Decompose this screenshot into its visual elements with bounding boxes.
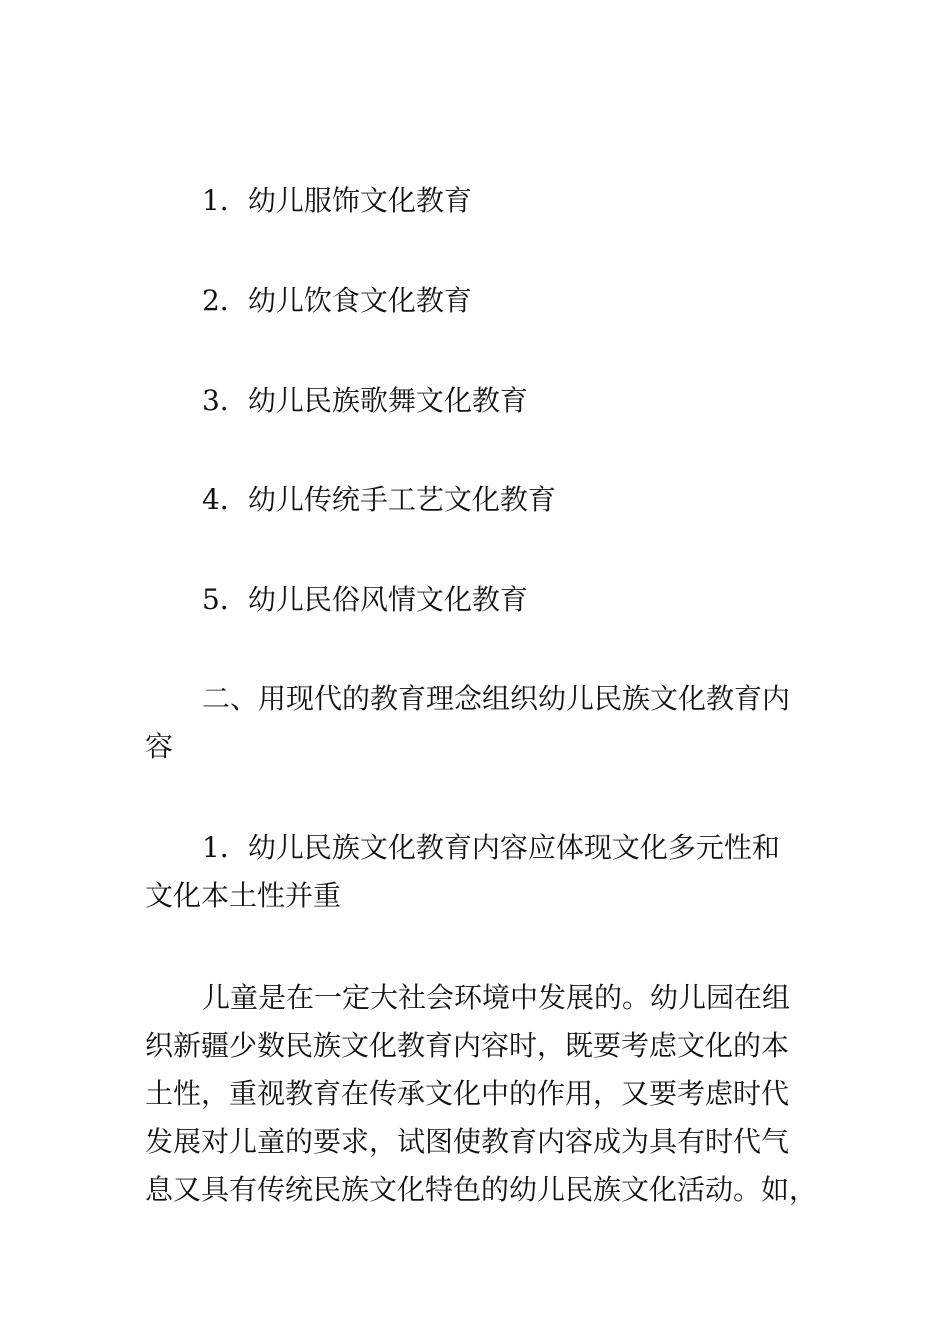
list-item-text: 5．幼儿民俗风情文化教育 (202, 583, 528, 616)
body-line: 息又具有传统民族文化特色的幼儿民族文化活动。如， (145, 1173, 818, 1206)
section-heading (145, 675, 810, 771)
body-line: 发展对儿童的要求，试图使教育内容成为具有时代气 (145, 1125, 790, 1158)
list-item-3 (145, 377, 810, 425)
body-line: 儿童是在一定大社会环境中发展的。幼儿园在组 (202, 981, 791, 1014)
list-item-5 (145, 576, 810, 624)
list-item-text: 4．幼儿传统手工艺文化教育 (202, 483, 556, 516)
body-line: 织新疆少数民族文化教育内容时，既要考虑文化的本 (145, 1029, 790, 1062)
subheading-line: 文化本土性并重 (145, 879, 342, 912)
list-item-1 (145, 177, 810, 225)
list-item-text: 1．幼儿服饰文化教育 (202, 184, 472, 217)
heading-line: 容 (145, 730, 174, 763)
list-item-2 (145, 277, 810, 325)
list-item-4 (145, 476, 810, 524)
subheading (145, 824, 810, 920)
body-paragraph (145, 974, 818, 1214)
list-item-text: 3．幼儿民族歌舞文化教育 (202, 384, 528, 417)
list-item-text: 2．幼儿饮食文化教育 (202, 284, 472, 317)
heading-line: 二、用现代的教育理念组织幼儿民族文化教育内 (202, 682, 791, 715)
body-line: 土性，重视教育在传承文化中的作用，又要考虑时代 (145, 1077, 790, 1110)
subheading-line: 1．幼儿民族文化教育内容应体现文化多元性和 (202, 831, 780, 864)
